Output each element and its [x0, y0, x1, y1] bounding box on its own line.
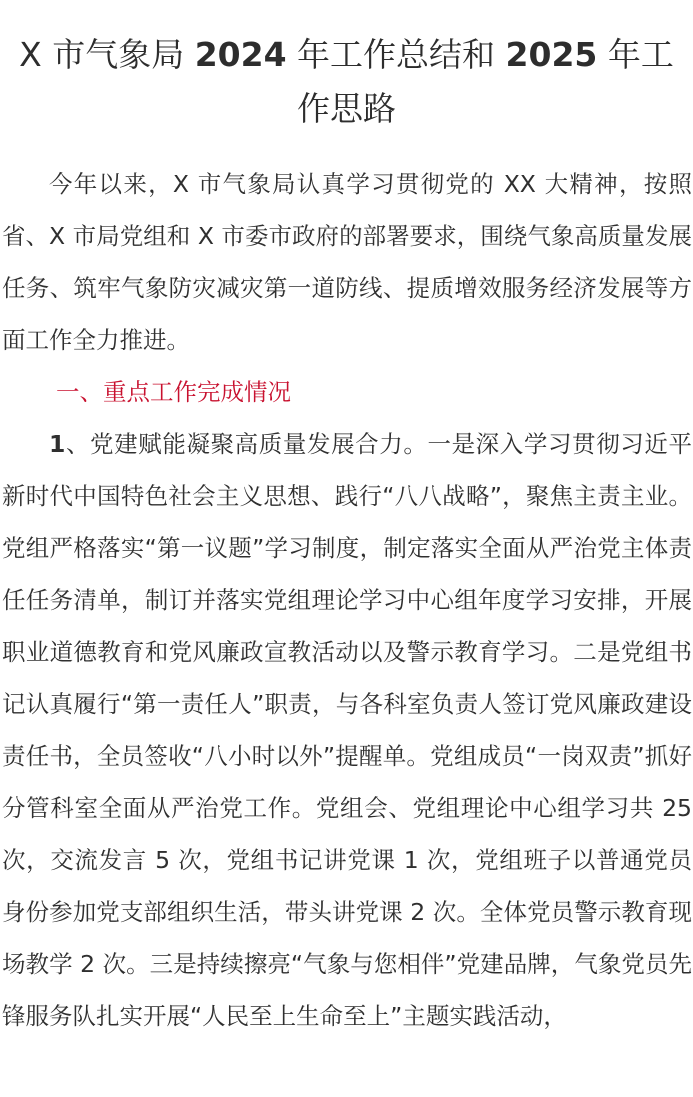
title-year2: 2025	[505, 35, 598, 74]
title-part3: 年工作思路	[297, 35, 674, 128]
item-1-paragraph	[2, 418, 692, 1042]
document-title	[8, 28, 685, 136]
document-body	[2, 158, 692, 1042]
title-part1: X 市气象局	[19, 35, 195, 74]
item-1-number: 1	[49, 430, 66, 458]
title-part2: 年工作总结和	[286, 35, 506, 74]
title-year1: 2024	[194, 35, 287, 74]
section-heading-1: 一、重点工作完成情况	[56, 378, 292, 406]
intro-paragraph: 今年以来，X 市气象局认真学习贯彻党的 XX 大精神，按照省、X 市局党组和 X 市委市政府的部署要求，围绕气象高质量发展任务、筑牢气象防灾减灾第一道防线、提质增效服务经济发展等方面工作全力推进。	[2, 170, 692, 354]
item-1-text: 、党建赋能凝聚高质量发展合力。一是深入学习贯彻习近平新时代中国特色社会主义思想、践行“八八战略”，聚焦主责主业。党组严格落实“第一议题”学习制度，制定落实全面从严治党主体责任任务清单，制订并落实党组理论学习中心组年度学习安排，开展职业道德教育和党风廉政宣教活动以及警示教育学习。二是党组书记认真履行“第一责任人”职责，与各科室负责人签订党风廉政建设责任书，全员签收“八小时以外”提醒单。党组成员“一岗双责”抓好分管科室全面从严治党工作。党组会、党组理论中心组学习共 25 次，交流发言 5 次，党组书记讲党课 1 次，党组班子以普通党员身份参加党支部组织生活，带头讲党课 2 次。全体党员警示教育现场教学 2 次。三是持续擦亮“气象与您相伴”党建品牌，气象党员先锋服务队扎实开展“人民至上生命至上”主题实践活动，	[2, 430, 692, 1030]
